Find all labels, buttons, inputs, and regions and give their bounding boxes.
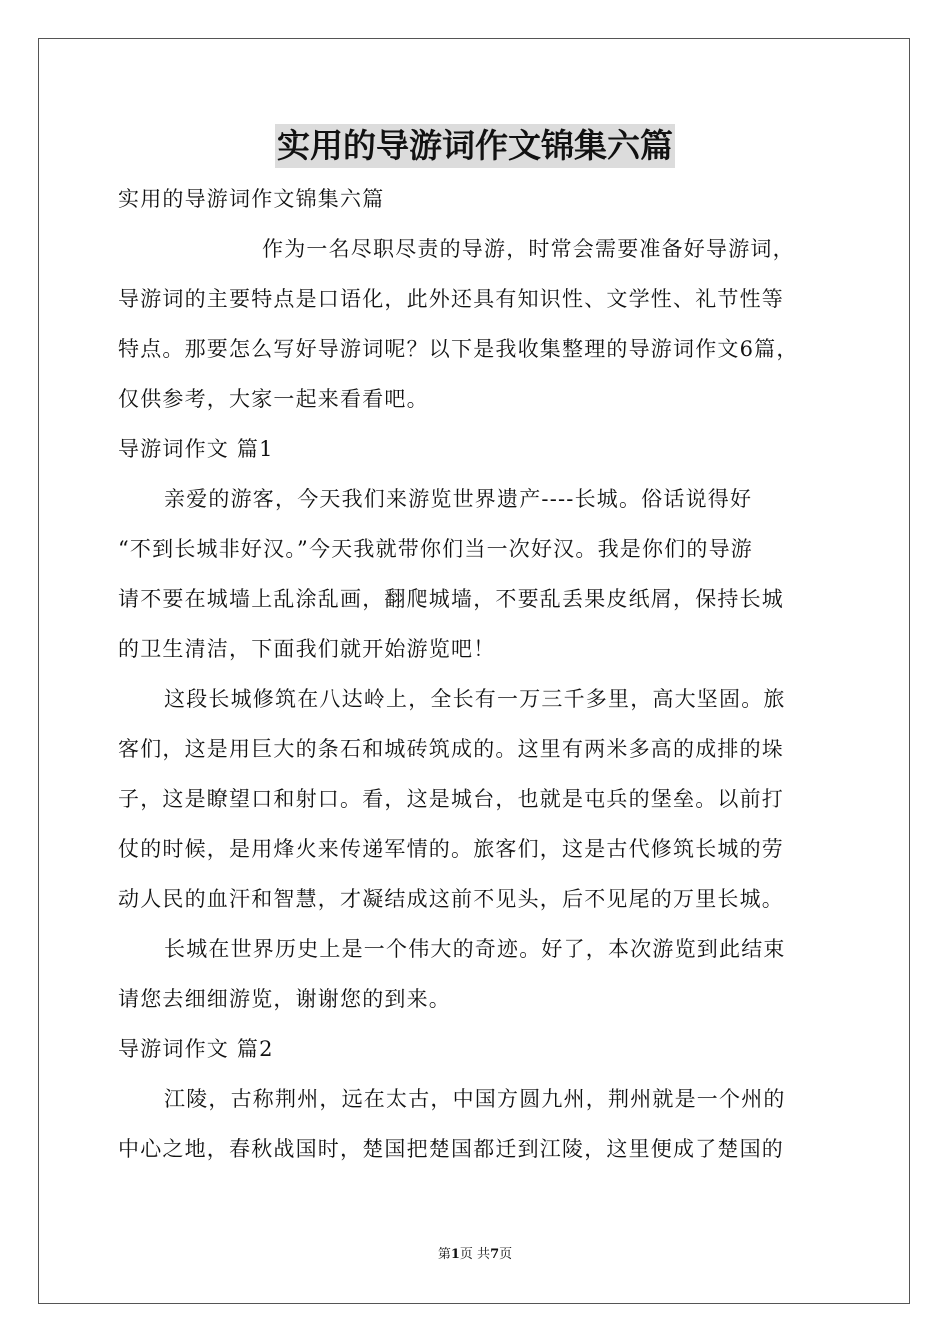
body-line: 亲爱的游客，今天我们来游览世界遗产----长城。俗话说得好 xyxy=(164,487,753,511)
footer-page-number: 1 xyxy=(450,1247,460,1262)
body-line: 仗的时候，是用烽火来传递军情的。旅客们，这是古代修筑长城的劳 xyxy=(118,837,784,861)
section-heading: 导游词作文 篇2 xyxy=(118,1037,274,1061)
page-border xyxy=(38,38,910,1304)
intro-line: 仅供参考，大家一起来看看吧。 xyxy=(118,387,429,411)
body-line: 的卫生清洁，下面我们就开始游览吧！ xyxy=(118,637,496,661)
footer-page-total: 7 xyxy=(490,1247,500,1262)
intro-line: 作为一名尽职尽责的导游，时常会需要准备好导游词， xyxy=(262,237,795,261)
document-subtitle: 实用的导游词作文锦集六篇 xyxy=(118,187,385,211)
body-line: 子，这是瞭望口和射口。看，这是城台，也就是屯兵的堡垒。以前打 xyxy=(118,787,784,811)
footer-suffix: 页 xyxy=(499,1247,513,1262)
footer-prefix: 第 xyxy=(437,1247,451,1262)
body-line: 中心之地，春秋战国时，楚国把楚国都迁到江陵，这里便成了楚国的 xyxy=(118,1137,784,1161)
body-line: 这段长城修筑在八达岭上，全长有一万三千多里，高大坚固。旅 xyxy=(164,687,786,711)
footer-mid: 页 共 xyxy=(459,1247,491,1262)
body-line: 请您去细细游览，谢谢您的到来。 xyxy=(118,987,451,1011)
page-footer xyxy=(0,1246,950,1264)
body-line: 客们，这是用巨大的条石和城砖筑成的。这里有两米多高的成排的垛 xyxy=(118,737,784,761)
document-title: 实用的导游词作文锦集六篇 xyxy=(275,124,675,168)
title-wrap xyxy=(0,124,950,168)
body-line: 长城在世界历史上是一个伟大的奇迹。好了，本次游览到此结束 xyxy=(164,937,786,961)
intro-line: 导游词的主要特点是口语化，此外还具有知识性、文学性、礼节性等 xyxy=(118,287,784,311)
intro-line: 特点。那要怎么写好导游词呢？以下是我收集整理的导游词作文6篇， xyxy=(118,337,799,361)
section-heading: 导游词作文 篇1 xyxy=(118,437,274,461)
body-line: 动人民的血汗和智慧，才凝结成这前不见头，后不见尾的万里长城。 xyxy=(118,887,784,911)
body-line: 江陵，古称荆州，远在太古，中国方圆九州，荆州就是一个州的 xyxy=(164,1087,786,1111)
body-line: 请不要在城墙上乱涂乱画，翻爬城墙，不要乱丢果皮纸屑，保持长城 xyxy=(118,587,784,611)
body-line: “不到长城非好汉。”今天我就带你们当一次好汉。我是你们的导游 xyxy=(118,537,753,561)
